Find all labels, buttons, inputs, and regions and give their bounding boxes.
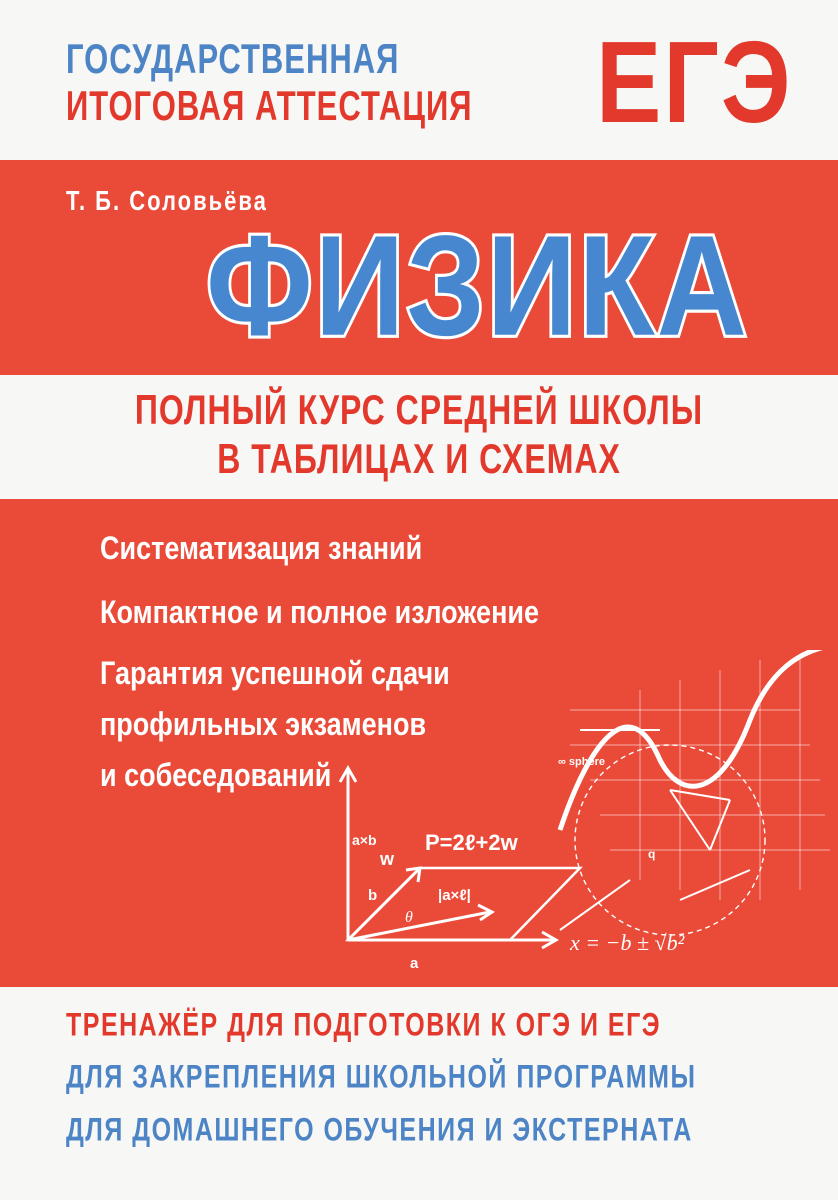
label-b: b (368, 887, 378, 904)
label-sphere: ∞ sphere (558, 756, 605, 768)
formula-perimeter: P=2ℓ+2w (425, 830, 518, 855)
feature-item-1: Систематизация знаний (100, 530, 423, 566)
formula-quadratic: x = −b ± √b² (570, 930, 685, 955)
footer-line3: ДЛЯ ДОМАШНЕГО ОБУЧЕНИЯ И ЭКСТЕРНАТА (66, 1112, 693, 1149)
footer-line2: ДЛЯ ЗАКРЕПЛЕНИЯ ШКОЛЬНОЙ ПРОГРАММЫ (66, 1059, 697, 1096)
series-title-line2: ИТОГОВАЯ АТТЕСТАЦИЯ (66, 82, 473, 130)
label-theta: θ (405, 909, 413, 926)
feature-item-3-line3: и собеседований (100, 757, 332, 793)
book-title: ФИЗИКА (206, 205, 749, 366)
vector-axes (340, 768, 556, 948)
footer-line1: ТРЕНАЖЁР ДЛЯ ПОДГОТОВКИ К ОГЭ И ЕГЭ (66, 1007, 662, 1044)
series-title-line1: ГОСУДАРСТВЕННАЯ (66, 35, 400, 83)
feature-item-3-line2: профильных экзаменов (100, 706, 427, 742)
label-q: q (648, 847, 656, 861)
label-a: a (410, 955, 419, 972)
feature-item-3-line1: Гарантия успешной сдачи (100, 655, 450, 691)
subtitle-line2: В ТАБЛИЦАХ И СХЕМАХ (217, 435, 621, 483)
feature-item-2: Компактное и полное изложение (100, 594, 539, 630)
physics-illustration (330, 650, 838, 985)
label-axb: a×b (352, 832, 377, 848)
exam-badge: ЕГЭ (596, 16, 793, 147)
parallelogram (348, 868, 580, 940)
graph-grid (570, 655, 830, 900)
function-curve (560, 650, 835, 830)
subtitle-line1: ПОЛНЫЙ КУРС СРЕДНЕЙ ШКОЛЫ (134, 386, 704, 434)
label-cross: |a×ℓ| (438, 887, 471, 904)
author-name: Т. Б. Соловьёва (66, 185, 268, 217)
label-w: w (380, 849, 395, 869)
